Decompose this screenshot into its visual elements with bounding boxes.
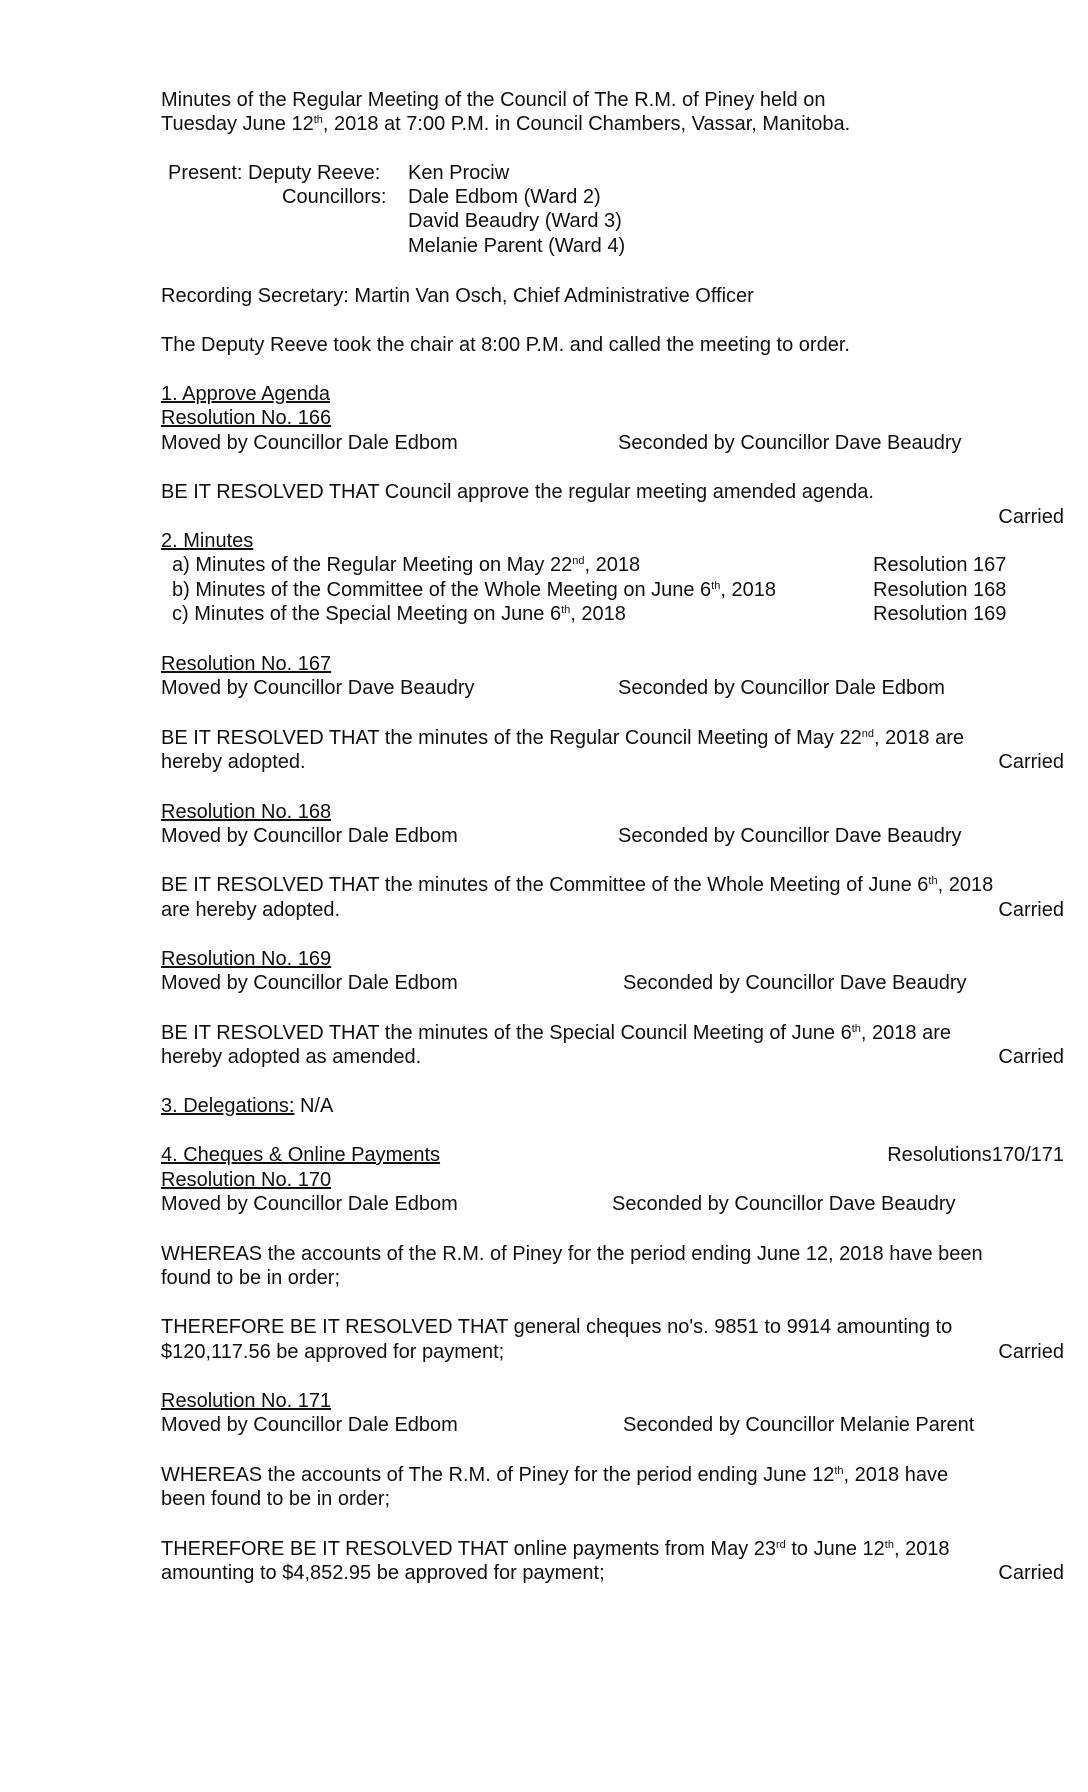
carried-status: Carried	[998, 1562, 1064, 1584]
resolution-number-167: Resolution No. 167	[161, 653, 332, 675]
present-deputy-label: Present: Deputy Reeve:	[168, 162, 381, 184]
section-delegations	[161, 1094, 333, 1118]
resolution-number-169: Resolution No. 169	[161, 948, 332, 970]
carried-status: Carried	[998, 506, 1064, 528]
recording-secretary: Recording Secretary: Martin Van Osch, Chief Administrative Officer	[161, 285, 754, 307]
resolution-text: hereby adopted.	[161, 751, 306, 773]
resolution-number-168: Resolution No. 168	[161, 801, 332, 823]
seconded-by: Seconded by Councillor Dave Beaudry	[618, 432, 962, 454]
resolution-text: are hereby adopted.	[161, 899, 341, 921]
carried-status: Carried	[998, 899, 1064, 921]
delegations-value: N/A	[294, 1095, 334, 1117]
moved-by: Moved by Councillor Dale Edbom	[161, 432, 458, 454]
minutes-item: a) Minutes of the Regular Meeting on May 22nd, 2018	[172, 554, 641, 576]
councillor-name: Melanie Parent (Ward 4)	[408, 235, 626, 257]
section-resolutions: Resolutions170/171	[887, 1144, 1064, 1166]
carried-status: Carried	[998, 1341, 1064, 1363]
chair-statement: The Deputy Reeve took the chair at 8:00 P.M. and called the meeting to order.	[161, 334, 850, 356]
section-heading-delegations: 3. Delegations:	[161, 1095, 295, 1117]
section-heading-approve-agenda: 1. Approve Agenda	[161, 383, 331, 405]
councillor-name: David Beaudry (Ward 3)	[408, 210, 622, 232]
therefore-text: amounting to $4,852.95 be approved for payment;	[161, 1562, 605, 1584]
minutes-item: b) Minutes of the Committee of the Whole Meeting on June 6th, 2018	[172, 579, 776, 601]
resolution-number-171: Resolution No. 171	[161, 1390, 332, 1412]
meeting-title-line-2: Tuesday June 12th, 2018 at 7:00 P.M. in Council Chambers, Vassar, Manitoba.	[161, 113, 851, 135]
whereas-text: found to be in order;	[161, 1267, 341, 1289]
seconded-by: Seconded by Councillor Dave Beaudry	[612, 1193, 956, 1215]
resolution-number-170: Resolution No. 170	[161, 1169, 332, 1191]
moved-by: Moved by Councillor Dave Beaudry	[161, 677, 475, 699]
section-heading-cheques-online-payments: 4. Cheques & Online Payments	[161, 1144, 441, 1166]
therefore-text: THEREFORE BE IT RESOLVED THAT general cheques no's. 9851 to 9914 amounting to	[161, 1316, 953, 1338]
present-councillors-label: Councillors:	[282, 186, 387, 208]
moved-by: Moved by Councillor Dale Edbom	[161, 1193, 458, 1215]
councillor-name: Dale Edbom (Ward 2)	[408, 186, 601, 208]
therefore-text: $120,117.56 be approved for payment;	[161, 1341, 505, 1363]
whereas-text: WHEREAS the accounts of The R.M. of Piney for the period ending June 12th, 2018 have	[161, 1464, 949, 1486]
section-heading-minutes: 2. Minutes	[161, 530, 254, 552]
whereas-text: been found to be in order;	[161, 1488, 391, 1510]
moved-by: Moved by Councillor Dale Edbom	[161, 972, 458, 994]
minutes-item-resolution: Resolution 167	[873, 554, 1007, 576]
resolution-text: hereby adopted as amended.	[161, 1046, 422, 1068]
seconded-by: Seconded by Councillor Dave Beaudry	[618, 825, 962, 847]
resolution-text: BE IT RESOLVED THAT the minutes of the Regular Council Meeting of May 22nd, 2018 are	[161, 727, 965, 749]
moved-by: Moved by Councillor Dale Edbom	[161, 1414, 458, 1436]
seconded-by: Seconded by Councillor Melanie Parent	[623, 1414, 975, 1436]
seconded-by: Seconded by Councillor Dale Edbom	[618, 677, 945, 699]
resolution-text: BE IT RESOLVED THAT the minutes of the Special Council Meeting of June 6th, 2018 are	[161, 1022, 951, 1044]
therefore-text: THEREFORE BE IT RESOLVED THAT online payments from May 23rd to June 12th, 2018	[161, 1538, 950, 1560]
minutes-item: c) Minutes of the Special Meeting on June 6th, 2018	[172, 603, 626, 625]
minutes-item-resolution: Resolution 168	[873, 579, 1007, 601]
resolution-text: BE IT RESOLVED THAT Council approve the regular meeting amended agenda.	[161, 481, 874, 503]
minutes-item-resolution: Resolution 169	[873, 603, 1007, 625]
whereas-text: WHEREAS the accounts of the R.M. of Piney for the period ending June 12, 2018 have been	[161, 1243, 983, 1265]
present-deputy-name: Ken Prociw	[408, 162, 510, 184]
carried-status: Carried	[998, 751, 1064, 773]
resolution-number-166: Resolution No. 166	[161, 407, 332, 429]
moved-by: Moved by Councillor Dale Edbom	[161, 825, 458, 847]
carried-status: Carried	[998, 1046, 1064, 1068]
meeting-title-line-1: Minutes of the Regular Meeting of the Council of The R.M. of Piney held on	[161, 89, 826, 111]
resolution-text: BE IT RESOLVED THAT the minutes of the Committee of the Whole Meeting of June 6th, 2018	[161, 874, 994, 896]
seconded-by: Seconded by Councillor Dave Beaudry	[623, 972, 967, 994]
